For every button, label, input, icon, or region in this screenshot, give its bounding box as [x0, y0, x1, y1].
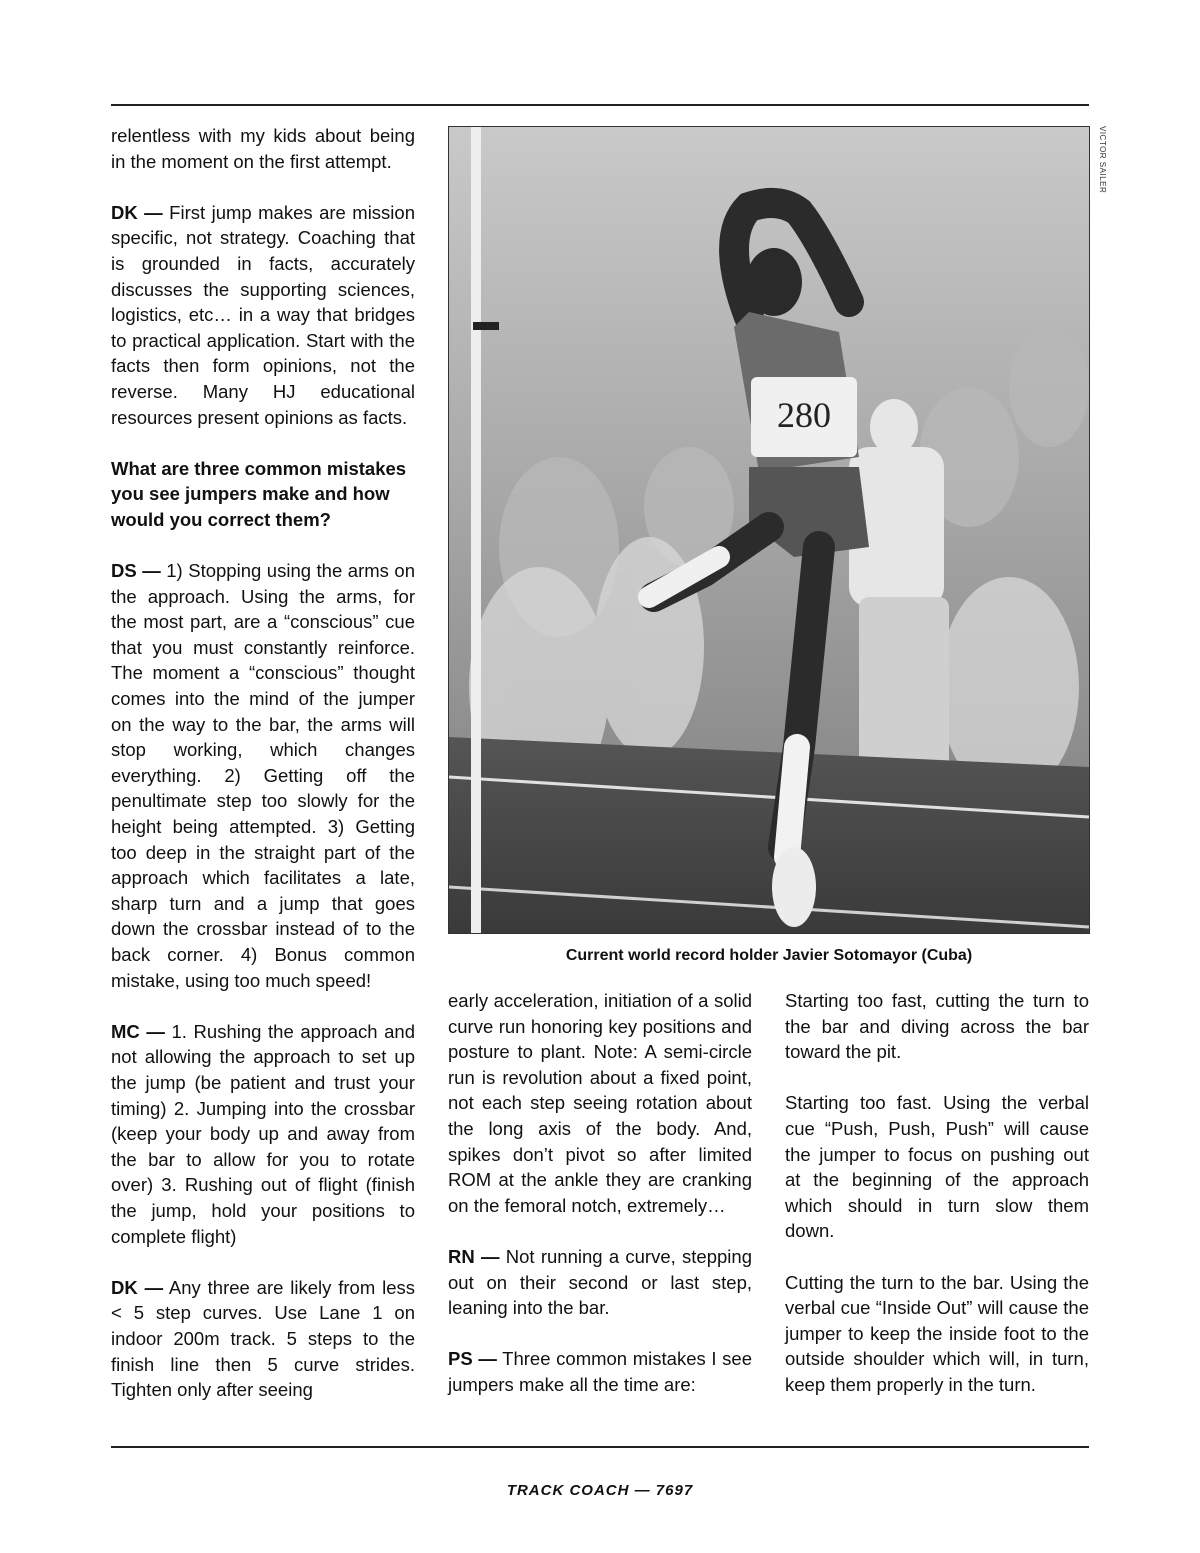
athlete-photo [448, 126, 1090, 934]
bottom-rule [111, 1446, 1089, 1448]
paragraph: Cutting the turn to the bar. Using the verbal cue “Inside Out” will cause the jumper to keep the inside foot to the outside shoulder which will, in turn, keep them properly in the turn. [785, 1271, 1089, 1395]
answer-text: Any three are likely from less < 5 step curves. Use Lane 1 on indoor 200m track. 5 steps to the finish line then 5 curve strides. Tighten only after seeing [111, 1276, 415, 1401]
paragraph: Starting too fast. Using the verbal cue “Push, Push, Push” will cause the jumper to focus on pushing out at the beginning of the approach which should in turn slow them down. [785, 1092, 1089, 1242]
paragraph [111, 200, 415, 430]
speaker-label: DK — [111, 201, 163, 223]
article-column-1 [111, 123, 415, 1403]
speaker-label: MC — [111, 1020, 165, 1042]
speaker-label: DS — [111, 560, 161, 582]
paragraph [111, 1019, 415, 1249]
answer-text: 1. Rushing the approach and not allowing the approach to set up the jump (be patient and trust your timing) 2. Jumping into the crossbar (keep your body up and away from the bar to allow for you to rotate over) 3. Rushing out of flight (finish the jump, hold your positions to complete flight) [111, 1020, 416, 1247]
paragraph [111, 1275, 415, 1403]
speaker-label: DK — [111, 1276, 164, 1298]
article-column-2 [448, 988, 752, 1398]
paragraph [111, 558, 415, 993]
top-rule [111, 104, 1089, 106]
answer-text: Three common mistakes I see jumpers make all the time are: [448, 1348, 753, 1395]
paragraph [448, 1346, 752, 1397]
answer-text: Not running a curve, stepping out on their second or last step, leaning into the bar. [448, 1245, 752, 1319]
speaker-label: RN — [448, 1245, 500, 1267]
answer-text: First jump makes are mission specific, not strategy. Coaching that is grounded in facts, accurately discusses the supporting sciences, logistics, etc… in a way that bridges to practical application. Start with the facts then form opinions, not the reverse. Many HJ educational resources present opinions as facts. [111, 201, 415, 428]
photo-caption: Current world record holder Javier Sotomayor (Cuba) [565, 947, 973, 964]
speaker-label: PS — [448, 1348, 497, 1370]
photo-credit: VICTOR SAILER [1098, 126, 1107, 194]
article-column-3 [785, 988, 1089, 1398]
bib-number: 280 [777, 395, 831, 435]
paragraph [448, 1244, 752, 1321]
paragraph: early acceleration, initiation of a solid curve run honoring key positions and posture to plant. Note: A semi-circle run is revolution about a fixed point, not each step seeing rotation about the long axis of the body. And, spikes don’t pivot so after limited ROM at the ankle they are cranking on the femoral notch, extremely… [448, 990, 752, 1216]
page-footer: TRACK COACH — 7697 [506, 1482, 694, 1499]
interview-question: What are three common mistakes you see jumpers make and how would you correct them? [111, 457, 407, 530]
paragraph: Starting too fast, cutting the turn to the bar and diving across the bar toward the pit. [785, 990, 1089, 1063]
paragraph: relentless with my kids about being in the moment on the first attempt. [111, 125, 415, 172]
high-jumper-illustration [449, 127, 1089, 933]
answer-text: 1) Stopping using the arms on the approach. Using the arms, for the most part, are a “conscious” cue that you must constantly reinforce. The moment a “conscious” thought comes into the mind of the jumper on the way to the bar, the arms will stop working, which changes everything. 2) Getting off the penultimate step too slowly for the height being attempted. 3) Getting too deep in the straight part of the approach which facilitates a late, sharp turn and a jump that goes down the crossbar instead of to the back corner. 4) Bonus common mistake, using too much speed! [111, 560, 415, 991]
